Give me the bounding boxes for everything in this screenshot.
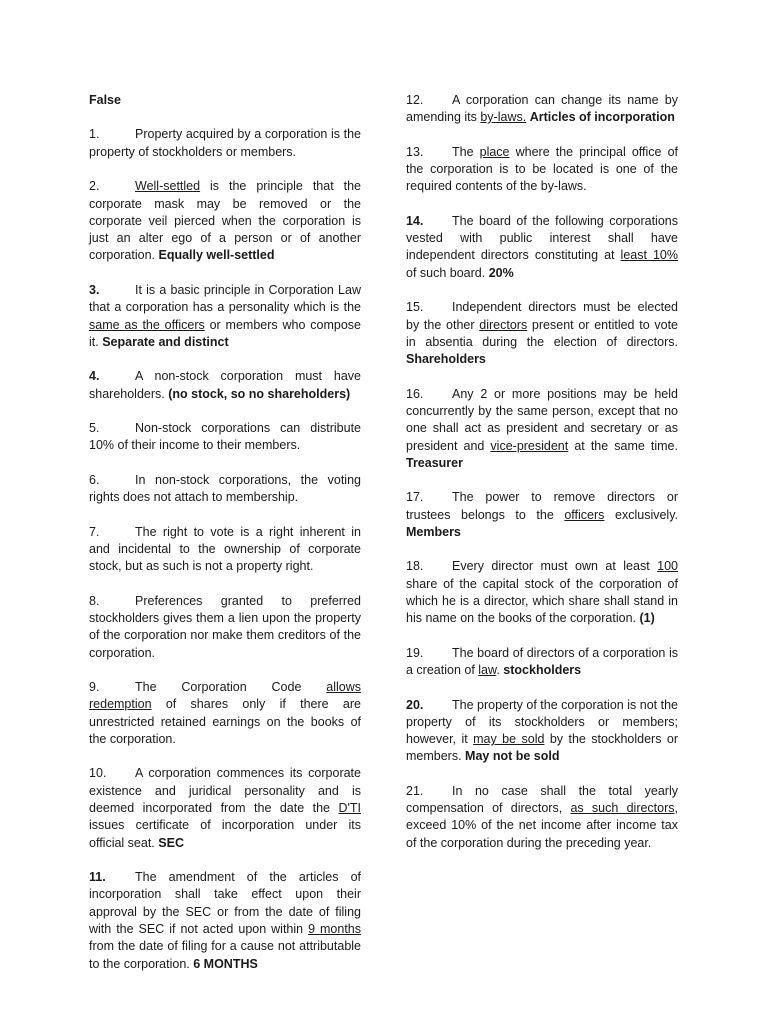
item-5: 5. Non-stock corporations can distribute 10% of their income to their members.	[89, 421, 361, 453]
left-column	[89, 92, 361, 973]
item-3: 3. It is a basic principle in Corporation Law that a corporation has a personality which is the same as the officers or members who compose it. Separate and distinct	[89, 282, 361, 349]
item-8: 8. Preferences granted to preferred stockholders gives them a lien upon the property of the corporation nor make them creditors of the corporation.	[89, 593, 361, 660]
item-1: 1. Property acquired by a corporation is the property of stockholders or members.	[89, 127, 361, 159]
item-16: 16. Any 2 or more positions may be held concurrently by the same person, except that no one shall act as president and secretary or as president and vice-president at the same time. Treasurer	[406, 386, 678, 470]
item-15: 15. Independent directors must be elected by the other directors present or entitled to vote in absentia during the election of directors. Shareholders	[406, 300, 679, 367]
item-14: 14. The board of the following corporations vested with public interest shall have independent directors constituting at least 10% of such board. 20%	[406, 213, 679, 280]
item-20: 20. The property of the corporation is not the property of its stockholders or members; however, it may be sold by the stockholders or members. May not be sold	[406, 697, 678, 764]
item-18: 18. Every director must own at least 100 share of the capital stock of the corporation of which he is a director, which share shall stand in his name on the books of the corporation. (1)	[406, 559, 678, 626]
item-12: 12. A corporation can change its name by amending its by-laws. Articles of incorporation	[406, 93, 678, 125]
item-17: 17. The power to remove directors or trustees belongs to the officers exclusively. Members	[406, 490, 678, 539]
item-19: 19. The board of directors of a corporation is a creation of law. stockholders	[406, 645, 678, 678]
item-11: 11. The amendment of the articles of incorporation shall take effect upon their approval by the SEC or from the date of filing with the SEC if not acted upon within 9 months from the date of filing for a cause not attributable to the corporation. 6 MONTHS	[89, 870, 361, 971]
item-2: 2. Well-settled is the principle that the corporate mask may be removed or the corporate veil pierced when the corporation is just an alter ego of a person or of another corporation. Equally well-settled	[89, 179, 361, 263]
item-4: 4. A non-stock corporation must have shareholders. (no stock, so no shareholders)	[89, 369, 361, 401]
section-title: False	[89, 93, 121, 107]
right-column	[406, 92, 678, 852]
item-10: 10. A corporation commences its corporate existence and juridical personality and is deemed incorporated from the date the D'TI issues certificate of incorporation under its official seat. SEC	[89, 766, 361, 850]
item-13: 13. The place where the principal office of the corporation is to be located is one of the required contents of the by-laws.	[406, 144, 678, 194]
item-21: 21. In no case shall the total yearly compensation of directors, as such directors, exceed 10% of the net income after income tax of the corporation during the preceding year.	[406, 783, 679, 850]
item-6: 6. In non-stock corporations, the voting rights does not attach to membership.	[89, 472, 361, 505]
item-9: 9. The Corporation Code allows redemption of shares only if there are unrestricted retained earnings on the books of the corporation.	[89, 680, 361, 746]
item-7: 7. The right to vote is a right inherent in and incidental to the ownership of corporate stock, but as such is not a property right.	[89, 524, 361, 574]
